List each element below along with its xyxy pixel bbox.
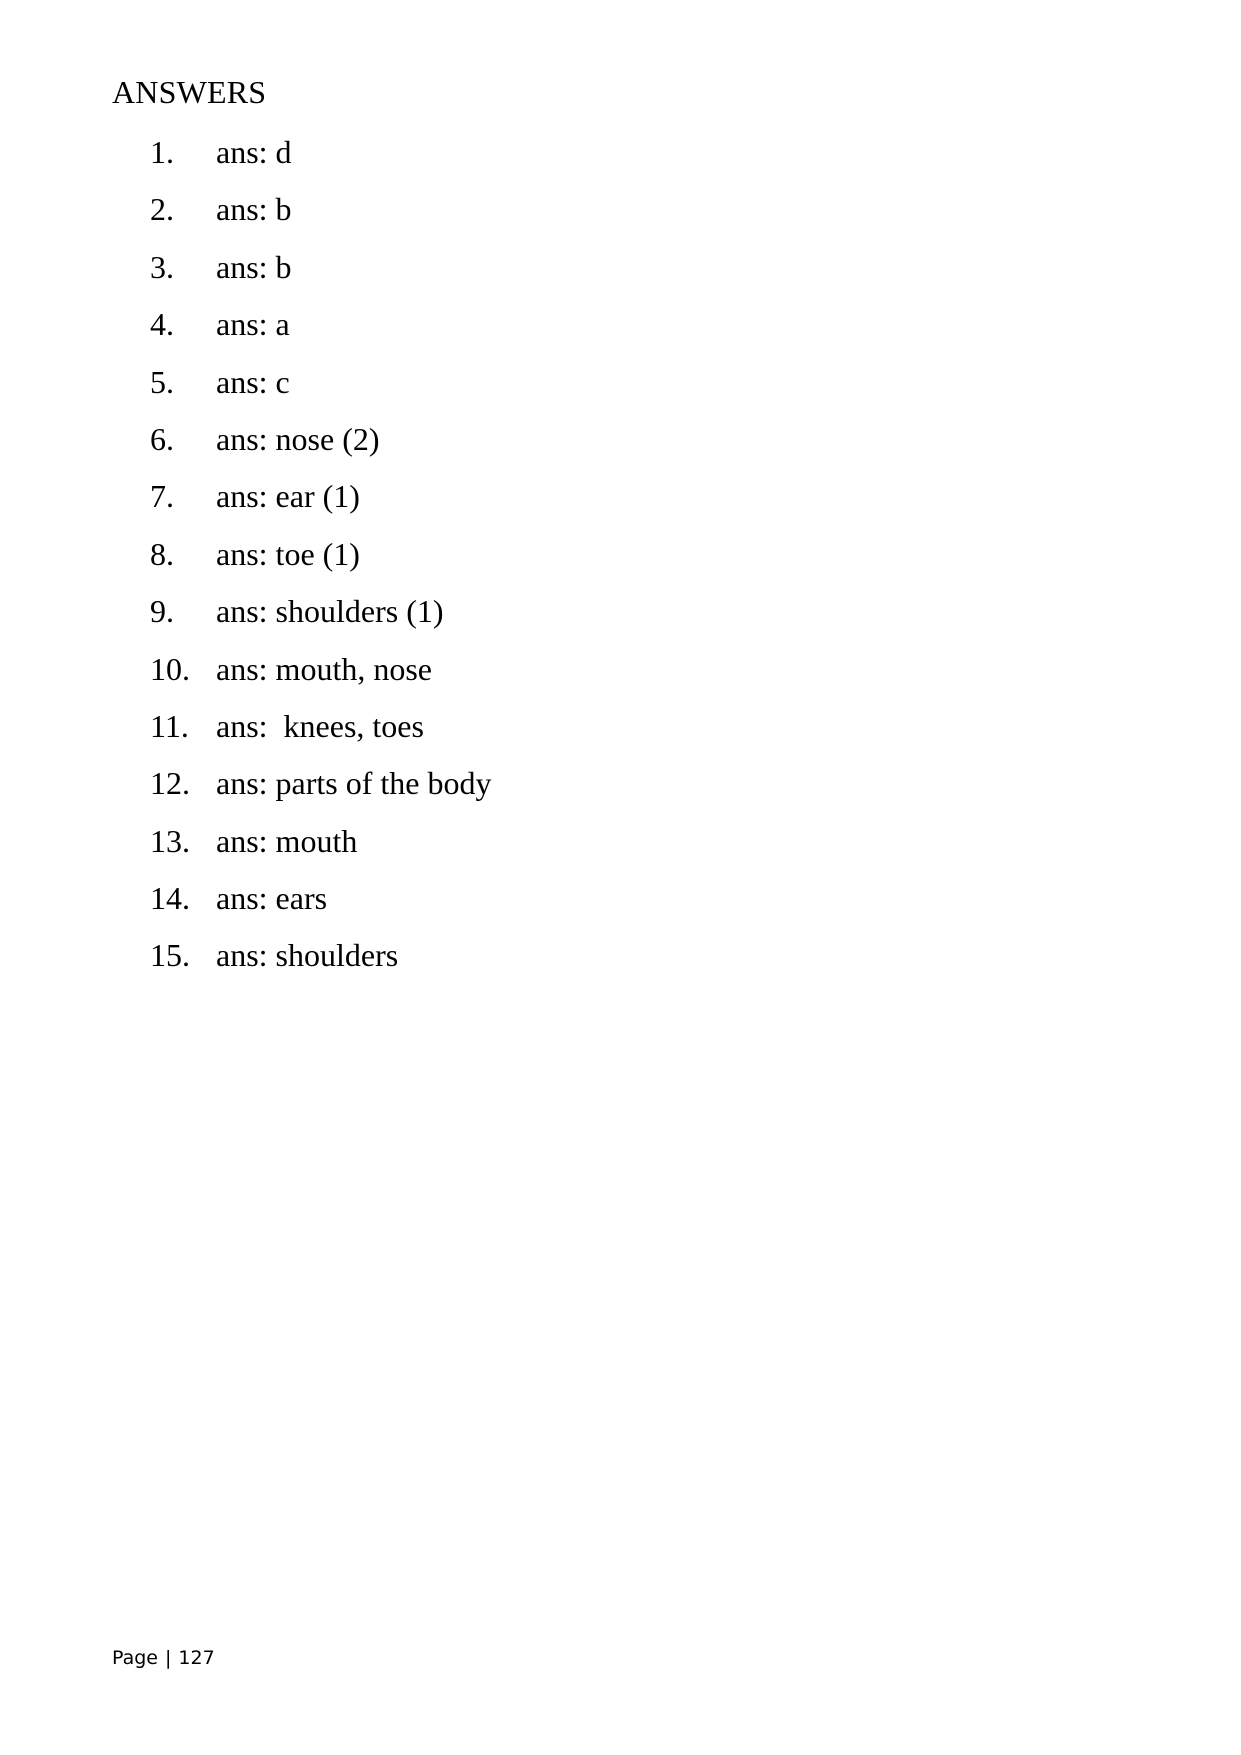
answer-text: ans: d bbox=[216, 134, 292, 170]
answer-item bbox=[150, 304, 492, 361]
answer-text: ans: mouth, nose bbox=[216, 650, 432, 687]
answer-text: ans: b bbox=[216, 191, 292, 228]
answer-text: ans: a bbox=[216, 306, 290, 343]
answer-number: 13. bbox=[150, 822, 190, 859]
answer-item bbox=[150, 132, 492, 189]
answer-number: 9. bbox=[150, 593, 174, 630]
answer-text: ans: knees, toes bbox=[216, 707, 424, 744]
answer-item bbox=[150, 821, 492, 878]
page-number: 127 bbox=[178, 1647, 215, 1669]
answer-text: ans: shoulders (1) bbox=[216, 593, 444, 630]
answer-number: 11. bbox=[150, 707, 189, 744]
answer-text: ans: ears bbox=[216, 880, 328, 917]
answer-number: 1. bbox=[150, 134, 174, 170]
answer-text: ans: c bbox=[216, 363, 290, 400]
answer-item bbox=[150, 649, 492, 706]
answer-list bbox=[150, 132, 492, 993]
answer-item bbox=[150, 935, 492, 992]
answer-number: 4. bbox=[150, 306, 174, 343]
answer-item bbox=[150, 419, 492, 476]
answer-number: 2. bbox=[150, 191, 174, 228]
answer-text: ans: shoulders bbox=[216, 937, 399, 974]
answer-text: ans: nose (2) bbox=[216, 420, 380, 457]
answer-number: 6. bbox=[150, 420, 174, 457]
answer-item bbox=[150, 878, 492, 935]
answer-number: 5. bbox=[150, 363, 174, 400]
answer-text: ans: toe (1) bbox=[216, 535, 360, 572]
page-heading: ANSWERS bbox=[112, 74, 267, 110]
page-footer bbox=[112, 1646, 215, 1670]
answer-item bbox=[150, 476, 492, 533]
answer-text: ans: parts of the body bbox=[216, 765, 492, 802]
footer-separator: | bbox=[165, 1647, 172, 1669]
answer-item bbox=[150, 247, 492, 304]
answer-item bbox=[150, 591, 492, 648]
answer-item bbox=[150, 534, 492, 591]
answer-text: ans: b bbox=[216, 248, 292, 285]
answer-item bbox=[150, 362, 492, 419]
answer-number: 15. bbox=[150, 937, 190, 974]
answer-text: ans: ear (1) bbox=[216, 478, 360, 515]
page-label: Page bbox=[112, 1647, 158, 1669]
answer-number: 8. bbox=[150, 535, 174, 572]
answer-number: 3. bbox=[150, 248, 174, 285]
answer-item bbox=[150, 189, 492, 246]
answer-number: 14. bbox=[150, 880, 190, 917]
answer-text: ans: mouth bbox=[216, 822, 358, 859]
answer-number: 12. bbox=[150, 765, 190, 802]
answer-item bbox=[150, 763, 492, 820]
answer-number: 7. bbox=[150, 478, 174, 515]
answer-number: 10. bbox=[150, 650, 190, 687]
answer-item bbox=[150, 706, 492, 763]
